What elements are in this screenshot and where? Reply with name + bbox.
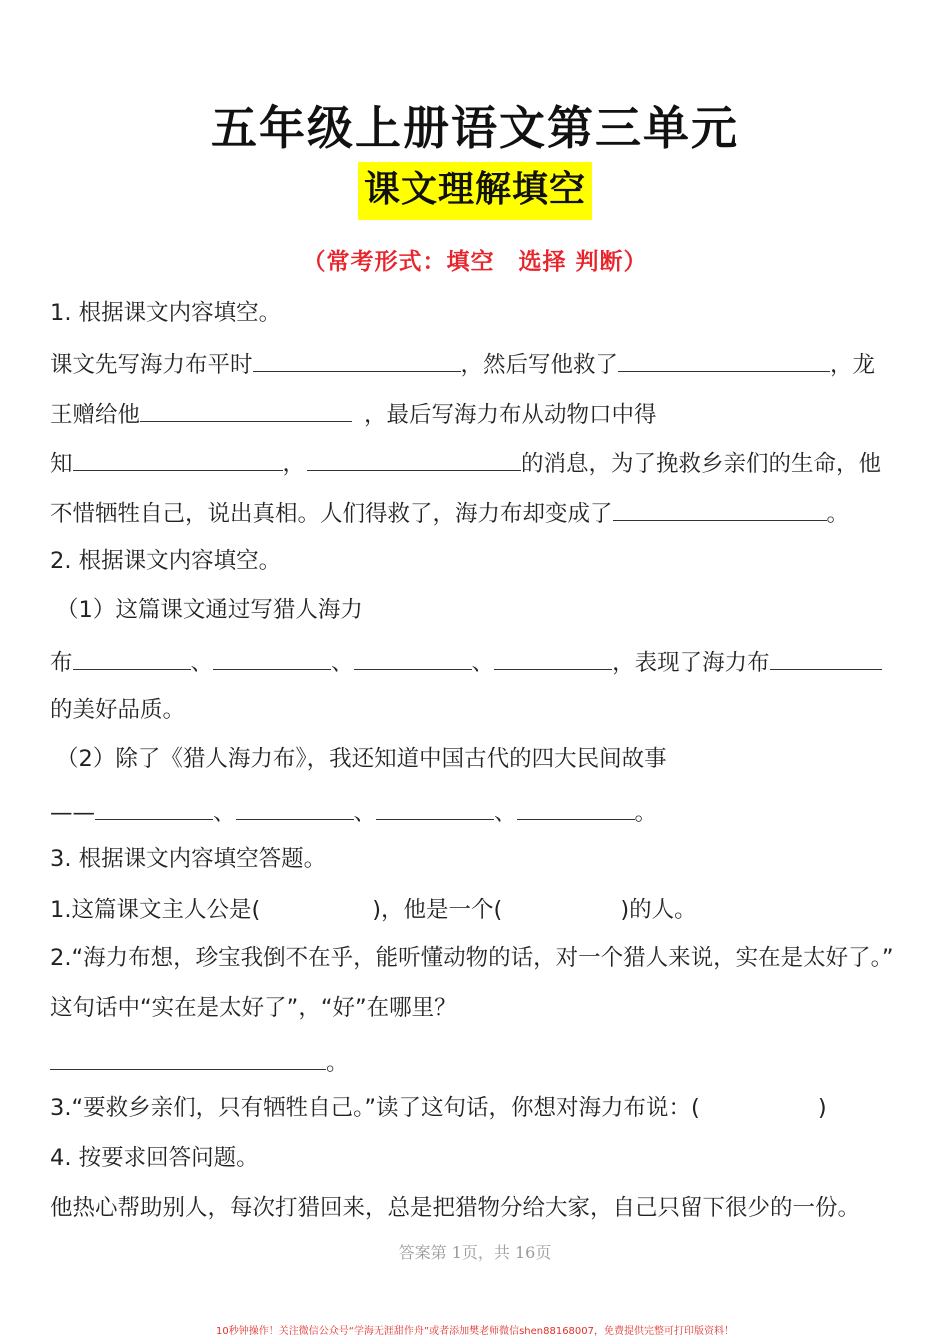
q3-item-3: [50, 1093, 827, 1123]
answer-blank[interactable]: [213, 645, 331, 670]
q2-heading: 2. 根据课文内容填空。: [50, 548, 282, 574]
q1-text: ，最后写海力布从动物口中得: [364, 402, 657, 428]
q1-text: ，然后写他救了: [460, 352, 619, 378]
q3-item-2: 2.“海力布想，珍宝我倒不在乎，能听懂动物的话，对一个猎人来说，实在是太好了。”: [50, 945, 894, 971]
q3-text: 。: [326, 1050, 349, 1076]
exam-forms-note: （常考形式：填空 选择 判断）: [302, 249, 648, 275]
q1-text: 课文先写海力布平时: [50, 352, 253, 378]
dash: ——: [50, 800, 95, 826]
answer-blank[interactable]: [95, 795, 213, 820]
q2-text: ，表现了海力布: [612, 650, 770, 676]
separator: 、: [494, 800, 517, 826]
q3-text: )，他是一个(: [372, 897, 503, 923]
q2-part1-line-2: [50, 645, 882, 678]
q1-line-1: [50, 347, 875, 380]
answer-blank[interactable]: [494, 645, 612, 670]
answer-blank[interactable]: [50, 1045, 326, 1070]
q3-item-2-answer: [50, 1045, 349, 1078]
answer-blank[interactable]: [73, 645, 191, 670]
q1-text: 王赠给他: [50, 402, 141, 428]
q1-heading: 1. 根据课文内容填空。: [50, 300, 282, 326]
separator: 、: [213, 800, 236, 826]
page-footer: 答案第 1页，共 16页: [398, 1243, 552, 1262]
separator: 、: [471, 650, 495, 676]
q1-line-2: [50, 397, 657, 430]
answer-blank[interactable]: [354, 645, 472, 670]
answer-blank[interactable]: [307, 446, 521, 471]
q3-text: )的人。: [620, 897, 697, 923]
answer-blank[interactable]: [618, 347, 830, 372]
separator: 、: [331, 650, 354, 676]
q1-text: ，: [282, 451, 306, 477]
q3-item-1: [50, 895, 697, 925]
answer-blank[interactable]: [236, 795, 354, 820]
q3-text: ): [817, 1095, 827, 1121]
q4-line-1: 他热心帮助别人，每次打猎回来，总是把猎物分给大家，自己只留下很少的一份。: [50, 1195, 861, 1221]
q2-part1: （1）这篇课文通过写猎人海力: [56, 597, 363, 623]
q2-text: 。: [634, 800, 658, 826]
answer-blank[interactable]: [517, 795, 635, 820]
subtitle-container: [0, 162, 950, 220]
q2-part2-line-2: [50, 795, 657, 828]
q1-line-4: [50, 496, 849, 529]
q3-heading: 3. 根据课文内容填空答题。: [50, 846, 327, 872]
page-title: 五年级上册语文第三单元: [211, 101, 739, 155]
promo-notice: 10秒钟操作！关注微信公众号“学海无涯甜作舟”或者添加樊老师微信shen88168007，免费提供完整可打印版资料！: [215, 1326, 735, 1337]
answer-blank[interactable]: [140, 397, 352, 422]
answer-blank[interactable]: [73, 446, 283, 471]
subtitle-highlight: 课文理解填空: [358, 162, 592, 220]
q1-text: 。: [826, 501, 850, 527]
q4-heading: 4. 按要求回答问题。: [50, 1145, 259, 1171]
answer-blank[interactable]: [770, 645, 882, 670]
q3-text: 1.这篇课文主人公是(: [50, 897, 261, 923]
q1-text: 的消息，为了挽救乡亲们的生命，他: [521, 451, 882, 477]
answer-blank[interactable]: [253, 347, 461, 372]
separator: 、: [353, 800, 377, 826]
separator: 、: [190, 650, 214, 676]
q1-line-3: [50, 446, 881, 479]
q1-text: ，龙: [830, 352, 876, 378]
q1-text: 不惜牺牲自己，说出真相。人们得救了，海力布却变成了: [50, 501, 613, 527]
q3-text: 3.“要救乡亲们，只有牺牲自己。”读了这句话，你想对海力布说：(: [50, 1095, 700, 1121]
answer-blank[interactable]: [376, 795, 494, 820]
q2-part1-line-3: 的美好品质。: [50, 697, 186, 723]
answer-blank[interactable]: [613, 496, 827, 521]
q3-item-2-line-2: 这句话中“实在是太好了”，“好”在哪里？: [50, 995, 457, 1021]
q1-text: 知: [50, 451, 73, 477]
q2-text: 布: [50, 650, 73, 676]
q2-part2: （2）除了《猎人海力布》，我还知道中国古代的四大民间故事: [56, 746, 667, 772]
